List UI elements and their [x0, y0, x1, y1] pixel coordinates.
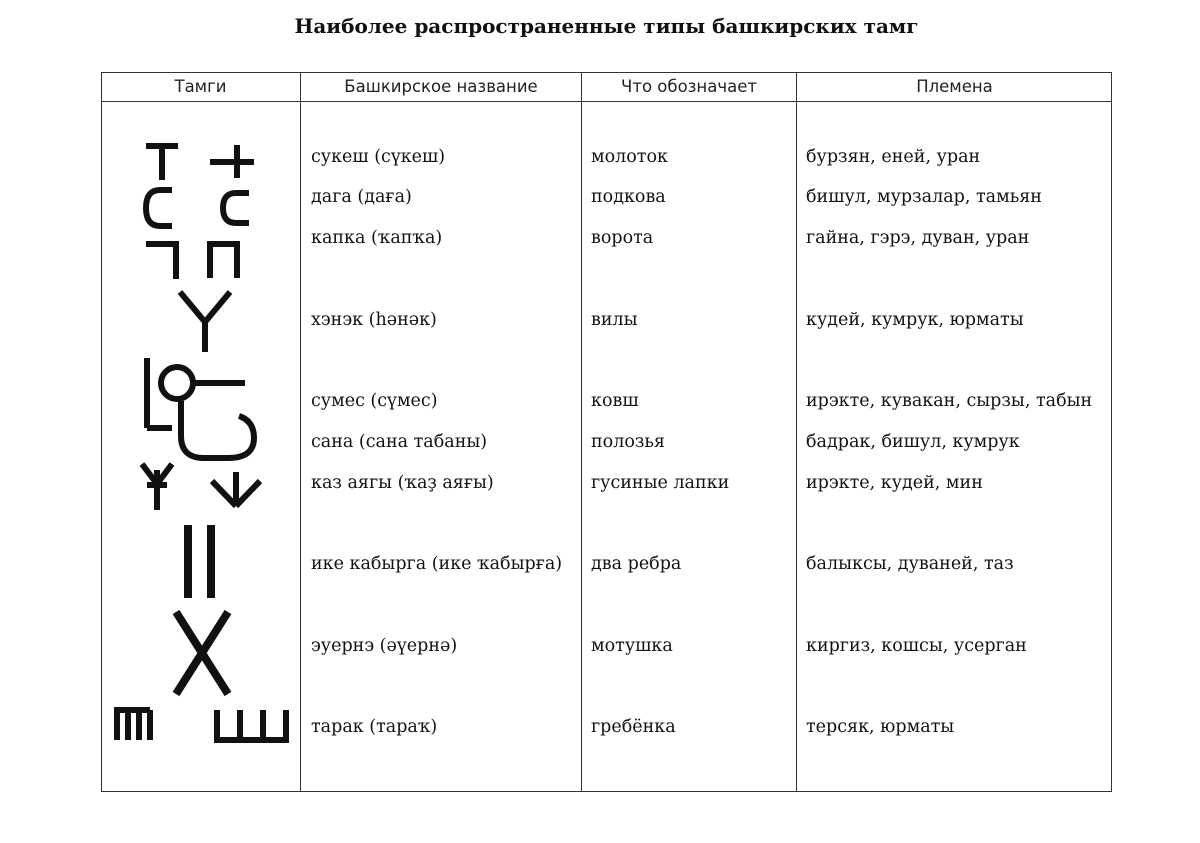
- row-tribes: терсяк, юрматы: [806, 717, 955, 737]
- goose-foot-icon: [212, 472, 260, 506]
- hammer-icon: [146, 146, 178, 180]
- row-tribes: бурзян, еней, уран: [806, 147, 981, 167]
- column-divider: [796, 72, 797, 792]
- tamga-symbols: [102, 102, 300, 791]
- row-tribes: киргиз, кошсы, усерган: [806, 636, 1027, 656]
- column-divider: [300, 72, 301, 792]
- row-name: сана (сана табаны): [311, 432, 488, 452]
- row-meaning: подкова: [591, 187, 666, 207]
- row-meaning: ковш: [591, 391, 639, 411]
- row-name: хэнэк (һәнәк): [311, 310, 437, 330]
- row-name: сумес (сүмес): [311, 391, 438, 411]
- horseshoe-icon: [146, 190, 172, 226]
- row-tribes: ирэкте, кудей, мин: [806, 473, 983, 493]
- row-tribes: кудей, кумрук, юрматы: [806, 310, 1024, 330]
- row-tribes: бадрак, бишул, кумрук: [806, 432, 1020, 452]
- header-tamgi: Тамги: [174, 77, 227, 96]
- two-ribs-icon: [188, 525, 211, 598]
- pitchfork-icon: [180, 292, 230, 352]
- tamga-symbols-column: [102, 102, 300, 791]
- row-tribes: гайна, гэрэ, дуван, уран: [806, 228, 1030, 248]
- row-name: капка (ҡапҡа): [311, 228, 443, 248]
- row-meaning: гребёнка: [591, 717, 676, 737]
- row-name: ике кабырга (ике ҡабырға): [311, 554, 563, 574]
- gate-icon: [146, 244, 176, 279]
- gate-icon: [210, 244, 237, 278]
- row-tribes: ирэкте, кувакан, сырзы, табын: [806, 391, 1093, 411]
- row-name: эуернэ (әүернә): [311, 636, 458, 656]
- row-tribes: бишул, мурзалар, тамьян: [806, 187, 1042, 207]
- row-meaning: ворота: [591, 228, 654, 248]
- sledge-runner-icon: [181, 401, 204, 458]
- row-meaning: гусиные лапки: [591, 473, 730, 493]
- horseshoe-icon: [223, 193, 249, 223]
- goose-foot-icon: [142, 464, 172, 510]
- row-name: дага (дағa): [311, 187, 412, 207]
- comb-icon: [217, 710, 286, 740]
- column-divider: [581, 72, 582, 792]
- row-meaning: мотушка: [591, 636, 673, 656]
- header-tribes: Племена: [916, 77, 993, 96]
- row-meaning: вилы: [591, 310, 638, 330]
- hammer-icon: [210, 145, 254, 178]
- row-meaning: полозья: [591, 432, 665, 452]
- ladle-icon: [161, 367, 245, 399]
- sledge-runner-icon: [201, 416, 254, 458]
- page-title: Наиболее распространенные типы башкирских тамг: [294, 14, 919, 38]
- row-meaning: два ребра: [591, 554, 682, 574]
- comb-icon: [117, 710, 150, 740]
- row-name: тарак (тараҡ): [311, 717, 438, 737]
- header-name: Башкирское название: [344, 77, 538, 96]
- row-meaning: молоток: [591, 147, 668, 167]
- header-meaning: Что обозначает: [621, 77, 757, 96]
- row-tribes: балыксы, дуваней, таз: [806, 554, 1014, 574]
- row-name: каз аягы (ҡаҙ аяғы): [311, 473, 494, 493]
- row-name: сукеш (сүкеш): [311, 147, 446, 167]
- spindle-icon: [176, 612, 228, 694]
